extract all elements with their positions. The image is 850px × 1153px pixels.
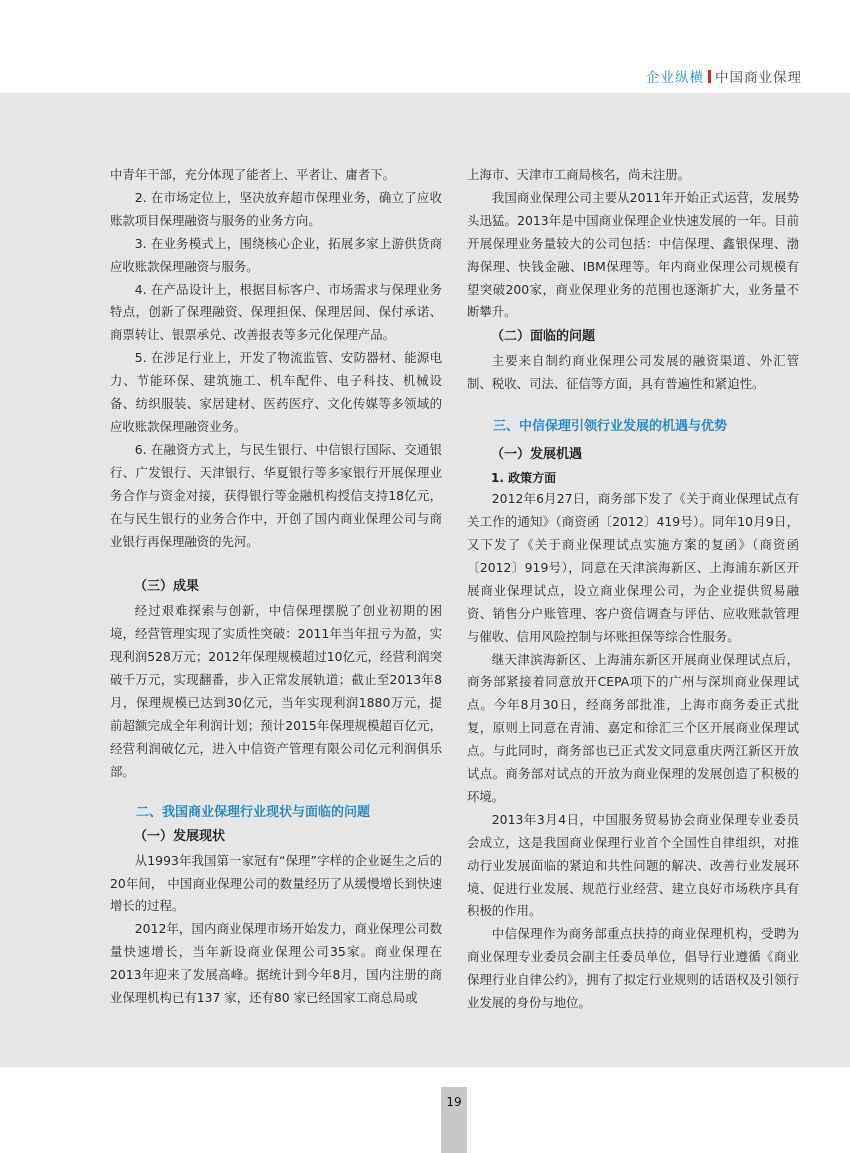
paragraph: 6. 在融资方式上，与民生银行、中信银行国际、交通银行、广发银行、天津银行、华夏银行等多家银行开展保理业务合作与资金对接，获得银行等金融机构授信支持18亿元，在与民生银行的业务合作中，开创了国内商业保理公司与商业银行再保理融资的先河。 (110, 441, 442, 549)
paragraph: 上海市、天津市工商局核名，尚未注册。 (467, 167, 691, 182)
paragraph: 我国商业保理公司主要从2011年开始正式运营，发展势头迅猛。2013年是中国商业保理企业快速发展的一年。目前开展保理业务量较大的公司包括：中信保理、鑫银保理、渤海保理、快钱金融、IBM保理等。年内商业保理公司规模有望突破200家，商业保理业务的范围也逐渐扩大，业务量不断攀升。 (467, 189, 799, 320)
divider-bar (708, 70, 711, 83)
right-column (467, 164, 799, 1015)
paragraph: 2013年3月4日，中国服务贸易协会商业保理专业委员会成立，这是我国商业保理行业首个全国性自律组织，对推动行业发展面临的紧迫和共性问题的解决、改善行业发展环境、促进行业发展、规范行业经营、建立良好市场秩序具有积极的作用。 (467, 811, 799, 919)
paragraph: 2012年，国内商业保理市场开始发力，商业保理公司数量快速增长，当年新设商业保理公司35家。商业保理在2013年迎来了发展高峰。据统计到今年8月，国内注册的商业保理机构已有137 家，还有80 家已经国家工商总局或 (110, 921, 442, 1006)
paragraph: 中信保理作为商务部重点扶持的商业保理机构，受聘为商业保理专业委员会副主任委员单位，倡导行业遵循《商业保理行业自律公约》，拥有了拟定行业规则的话语权及引领行业发展的身份与地位。 (467, 926, 799, 1011)
subheading-results: （三）成果 (134, 579, 200, 595)
article-body (0, 93, 850, 1067)
page-header (0, 0, 850, 93)
running-head (646, 66, 802, 86)
page-number: 19 (441, 1087, 467, 1153)
page-footer (0, 1067, 850, 1153)
paragraph: 中青年干部，充分体现了能者上、平者让、庸者下。 (110, 167, 395, 182)
paragraph: 继天津滨海新区、上海浦东新区开展商业保理试点后，商务部紧接着同意放开CEPA项下的广州与深圳商业保理试点。今年8月30日，经商务部批准，上海市商务委正式批复，原则上同意在青浦、嘉定和徐汇三个区开展商业保理试点。与此同时，商务部也已正式发文同意重庆两江新区开放试点。商务部对试点的开放为商业保理的发展创造了积极的环境。 (467, 651, 799, 804)
column-name: 中国商业保理 (715, 70, 802, 86)
section-heading-3: 三、中信保理引领行业发展的机遇与优势 (493, 419, 728, 435)
paragraph: 经过艰难探索与创新，中信保理摆脱了创业初期的困境，经营管理实现了实质性突破：2011年当年扭亏为盈，实现利润528万元；2012年保理规模超过10亿元，经营利润突破千万元，实现翻番，步入正常发展轨道；截止至2013年8月，保理规模已达到30亿元，当年实现利润1880万元，提前超额完成全年利润计划；预计2015年保理规模超百亿元，经营利润破亿元，进入中信资产管理有限公司亿元利润俱乐部。 (110, 603, 442, 779)
left-column (110, 164, 442, 1010)
subheading-opportunity: （一）发展机遇 (491, 447, 583, 463)
subheading-problems: （二）面临的问题 (491, 329, 596, 345)
subheading-status: （一）发展现状 (134, 828, 226, 844)
paragraph: 2. 在市场定位上，坚决放弃超市保理业务，确立了应收账款项目保理融资与服务的业务方向。 (110, 189, 442, 228)
paragraph: 2012年6月27日，商务部下发了《关于商业保理试点有关工作的通知》（商资函〔2012〕419号）。同年10月9日，又下发了《关于商业保理试点实施方案的复函》（商资函〔2012〕919号），同意在天津滨海新区、上海浦东新区开展商业保理试点，设立商业保理公司，为企业提供贸易融资、销售分户账管理、客户资信调查与评估、应收账款管理与催收、信用风险控制与坏账担保等综合性服务。 (467, 491, 799, 644)
paragraph: 主要来自制约商业保理公司发展的融资渠道、外汇管制、税收、司法、征信等方面，具有普遍性和紧迫性。 (467, 353, 799, 392)
paragraph: 4. 在产品设计上，根据目标客户、市场需求与保理业务特点，创新了保理融资、保理担保、保理居间、保付承诺、商票转让、银票承兑、改善报表等多元化保理产品。 (110, 281, 442, 343)
section-name: 企业纵横 (646, 70, 704, 86)
subheading-policy: 1. 政策方面 (491, 471, 557, 486)
paragraph: 3. 在业务模式上，围绕核心企业，拓展多家上游供货商应收账款保理融资与服务。 (110, 235, 442, 274)
section-heading-2: 二、我国商业保理行业现状与面临的问题 (136, 804, 371, 820)
paragraph: 5. 在涉足行业上，开发了物流监管、安防器材、能源电力、节能环保、建筑施工、机车配件、电子科技、机械设备、纺织服装、家居建材、医药医疗、文化传媒等多领域的应收账款保理融资业务。 (110, 350, 442, 434)
paragraph: 从1993年我国第一家冠有“保理”字样的企业诞生之后的20年间， 中国商业保理公司的数量经历了从缓慢增长到快速增长的过程。 (110, 852, 442, 914)
